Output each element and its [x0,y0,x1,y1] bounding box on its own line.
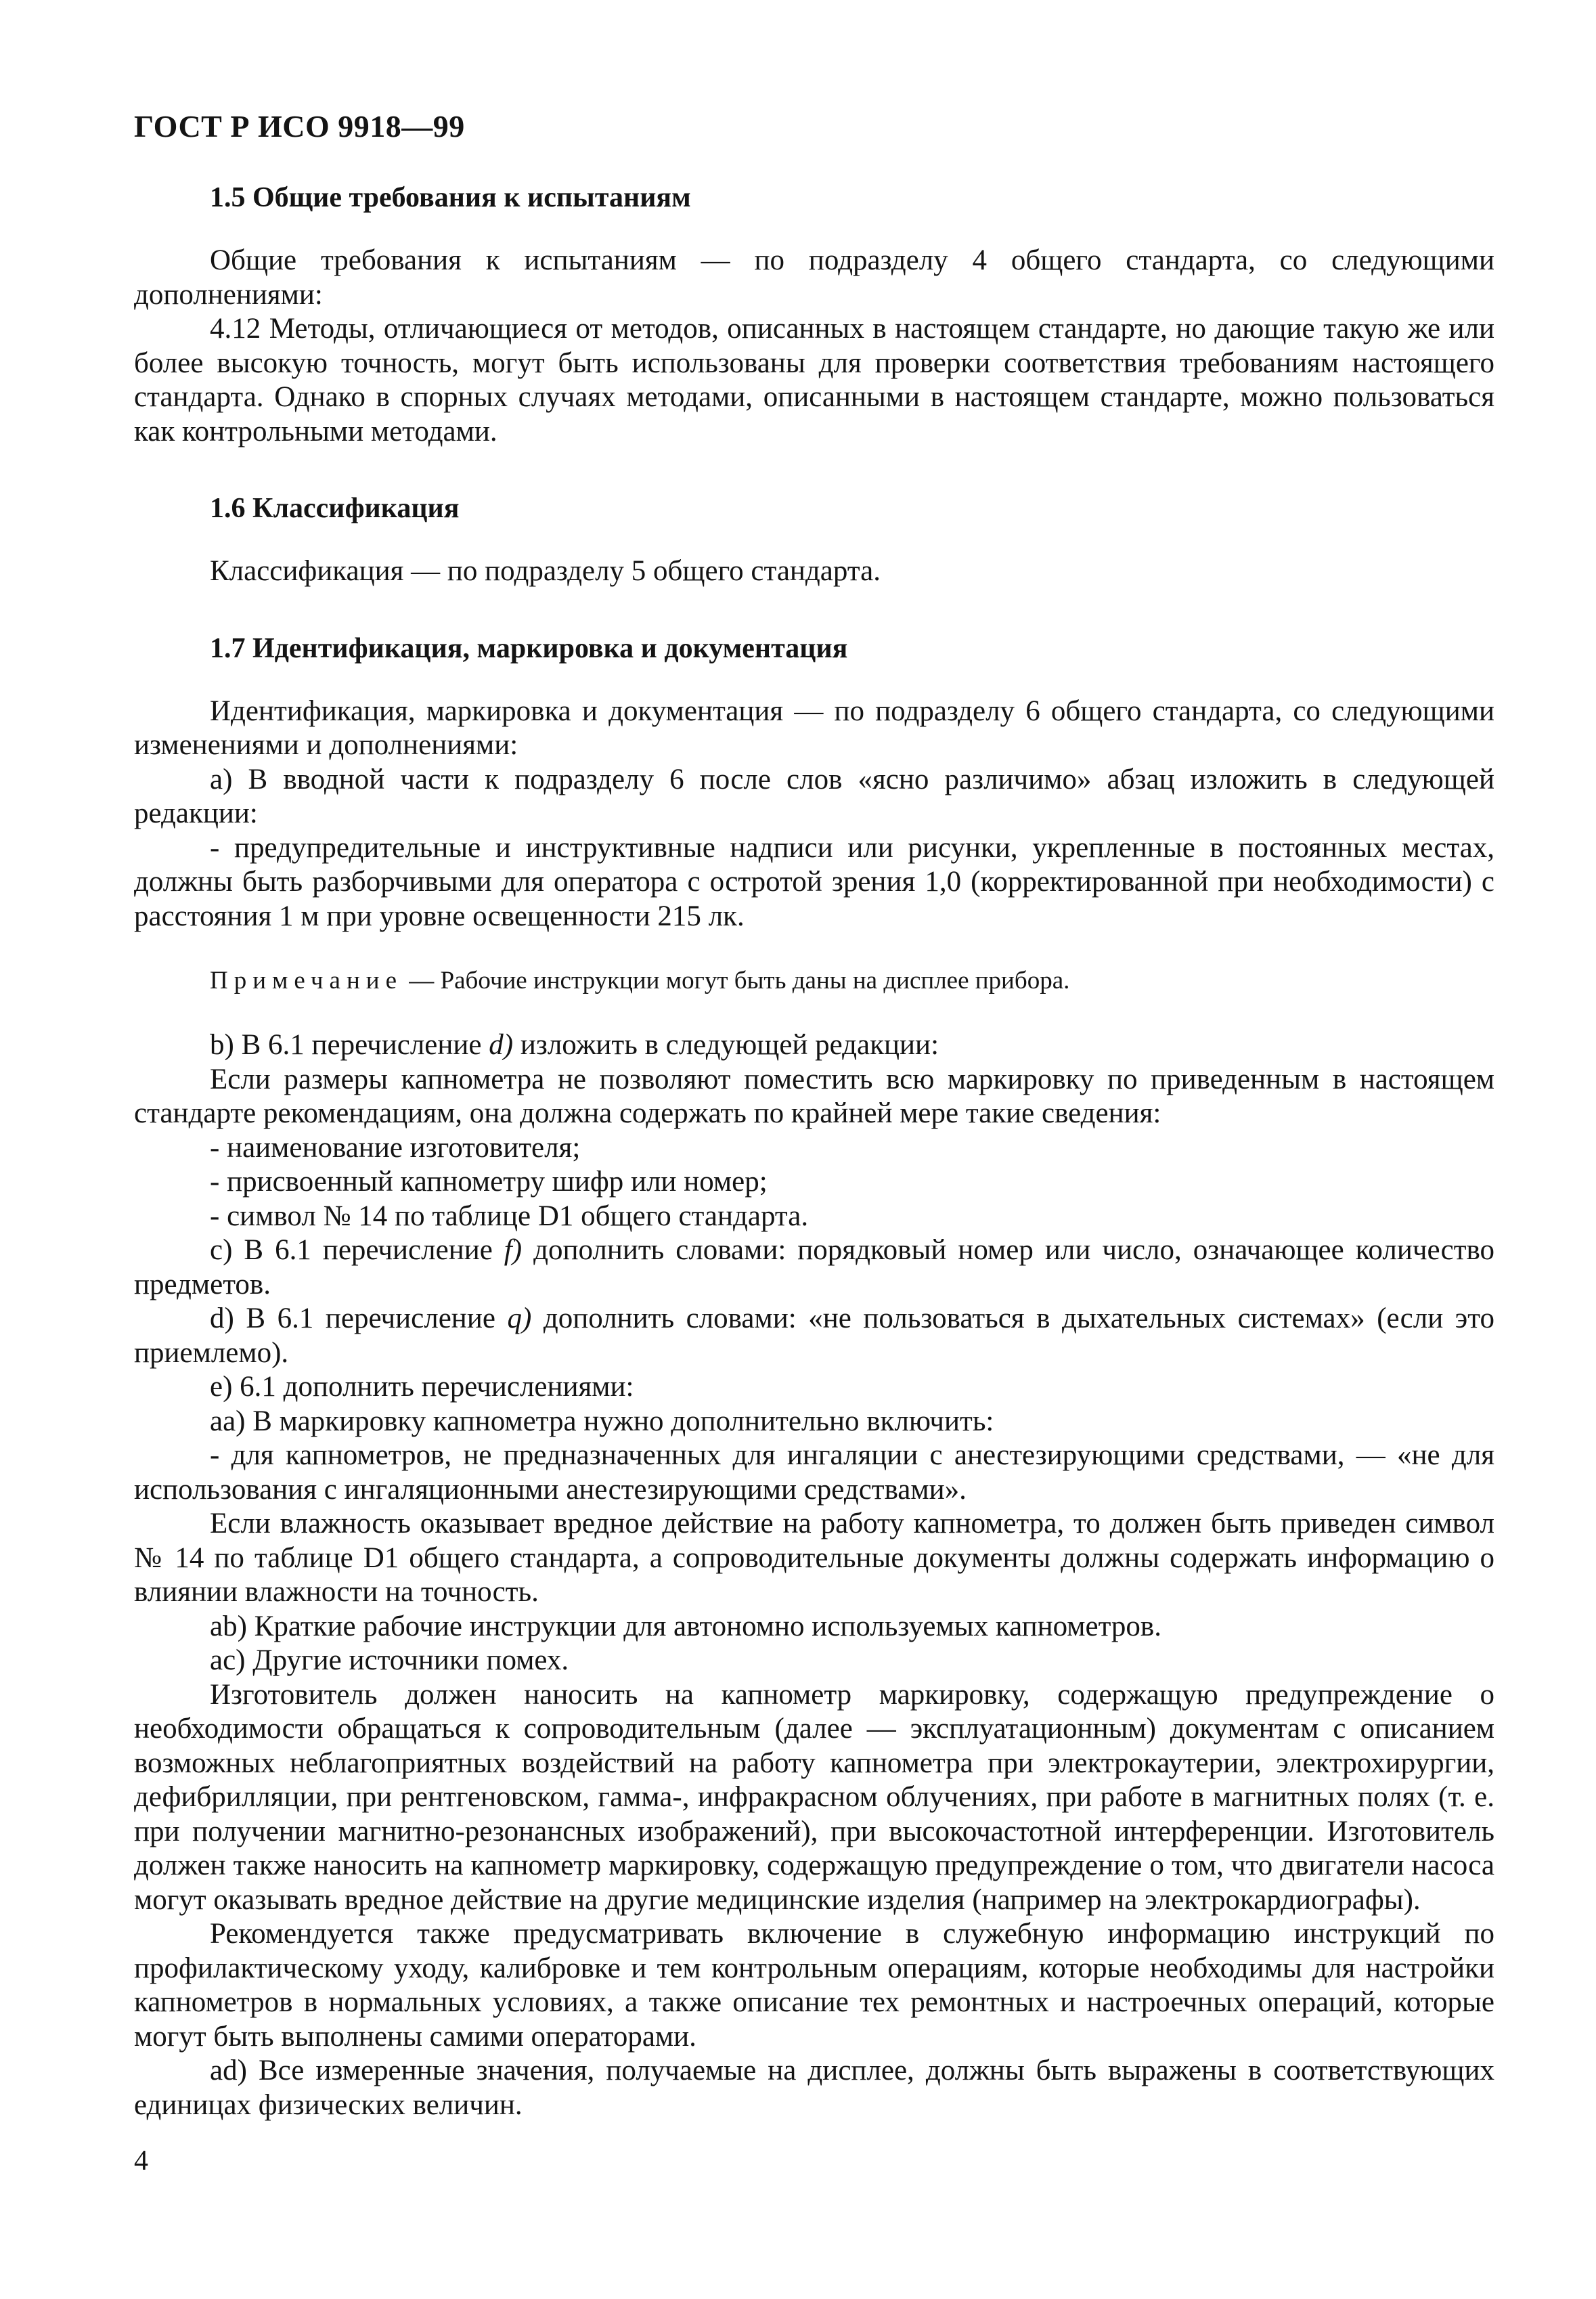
list-item-d: d) В 6.1 перечисление q) дополнить словами: «не пользоваться в дыхательных системах» (если это приемлемо). [134,1302,1494,1369]
list-item-c: с) В 6.1 перечисление f) дополнить словами: порядковый номер или число, означающее количество предметов. [134,1234,1494,1300]
section-heading-1-6: 1.6 Классификация [210,493,460,524]
section-heading-1-5: 1.5 Общие требования к испытаниям [210,182,691,213]
paragraph: Идентификация, маркировка и документация — по подразделу 6 общего стандарта, со следующими изменениями и дополнениями: [134,695,1494,761]
list-item-a: а) В вводной части к подразделу 6 после слов «ясно различимо» абзац изложить в следующей редакции: [134,763,1494,829]
page-number: 4 [134,2145,148,2176]
bullet-item: - наименование изготовителя; [210,1131,581,1164]
list-item-ab: аb) Краткие рабочие инструкции для автономно используемых капнометров. [210,1610,1161,1642]
note-text: — Рабочие инструкции могут быть даны на дисплее прибора. [409,967,1070,994]
quoted-paragraph: - предупредительные и инструктивные надписи или рисунки, укрепленные в постоянных местах, должны быть разборчивыми для оператора с остротой зрения 1,0 (корректированной при необходимости) с расстояния 1 м при уровне освещенности 215 лк. [134,831,1494,932]
list-item-ad: аd) Все измеренные значения, получаемые на дисплее, должны быть выражены в соответствующих единицах физических величин. [134,2055,1494,2121]
page-header: ГОСТ Р ИСО 9918—99 [134,109,465,144]
paragraph: Изготовитель должен наносить на капнометр маркировку, содержащую предупреждение о необходимости обращаться к сопроводительным (далее — эксплуатационным) документам с описанием возможных неблагоприятных воздействий на работу капнометра при электрокаутерии, электрохирургии, дефибрилляции, при рентгеновском, гамма-, инфракрасном облучениях, при работе в магнитных полях (т. е. при получении магнитно-резонансных изображений), при высокочастотной интерференции. Изготовитель должен также наносить на капнометр маркировку, содержащую предупреждение о том, что двигатели насоса могут оказывать вредное действие на другие медицинские изделия (например на электрокардиографы). [134,1678,1494,1916]
paragraph: Классификация — по подразделу 5 общего стандарта. [210,555,881,587]
section-heading-1-7: 1.7 Идентификация, маркировка и документация [210,632,848,664]
note [134,965,1494,997]
paragraph: Рекомендуется также предусматривать включение в служебную информацию инструкций по профилактическому уходу, калибровке и тем контрольным операциям, которые необходимы для настройки капнометров в нормальных условиях, а также описание тех ремонтных и настроечных операций, которые могут быть выполнены самими операторами. [134,1918,1494,2053]
page-content [134,177,1494,2122]
bullet-item: - для капнометров, не предназначенных для ингаляции с анестезирующими средствами, — «не для использования с ингаляционными анестезирующими средствами». [134,1439,1494,1506]
paragraph: Общие требования к испытаниям — по подразделу 4 общего стандарта, со следующими дополнениями: [134,244,1494,311]
list-item-ac: ас) Другие источники помех. [210,1644,569,1676]
note-lead: Примечание [210,967,403,994]
list-item-b: b) В 6.1 перечисление d) изложить в следующей редакции: [210,1029,939,1061]
paragraph: 4.12 Методы, отличающиеся от методов, описанных в настоящем стандарте, но дающие такую же или более высокую точность, могут быть использованы для проверки соответствия требованиям настоящего стандарта. Однако в спорных случаях методами, описанными в настоящем стандарте, можно пользоваться как контрольными методами. [134,313,1494,447]
bullet-item: - символ № 14 по таблице D1 общего стандарта. [210,1200,809,1232]
bullet-item: - присвоенный капнометру шифр или номер; [210,1166,768,1198]
paragraph: Если размеры капнометра не позволяют поместить всю маркировку по приведенным в настоящем стандарте рекомендациям, она должна содержать по крайней мере такие сведения: [134,1063,1494,1129]
list-item-aa: аа) В маркировку капнометра нужно дополнительно включить: [210,1405,994,1437]
paragraph: Если влажность оказывает вредное действие на работу капнометра, то должен быть приведен символ № 14 по таблице D1 общего стандарта, а сопроводительные документы должны содержать информацию о влиянии влажности на точность. [134,1508,1494,1608]
list-item-e: е) 6.1 дополнить перечислениями: [210,1371,634,1403]
